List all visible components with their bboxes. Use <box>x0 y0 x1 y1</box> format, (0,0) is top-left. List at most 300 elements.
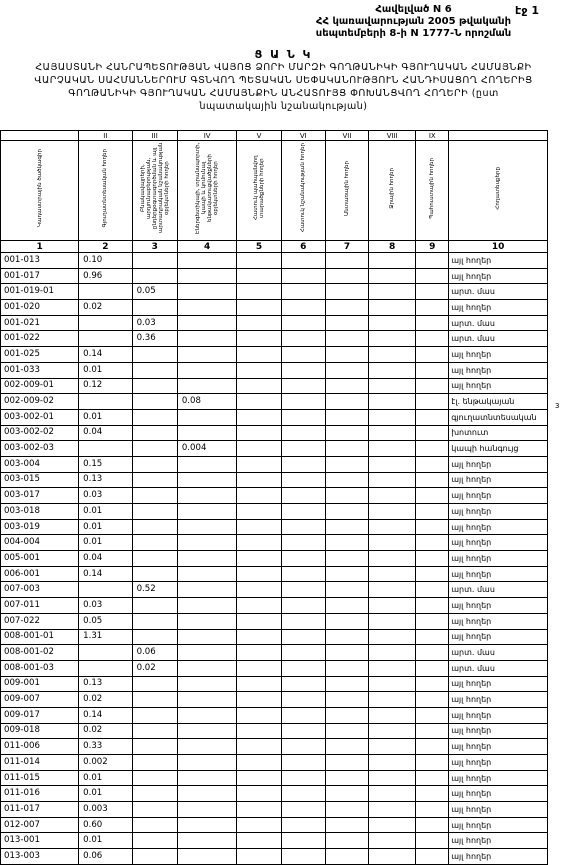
table-row <box>1 331 548 347</box>
reserve-land-cell <box>416 315 449 331</box>
land-type-cell: այլ հողեր <box>449 378 548 394</box>
column-number: 6 <box>281 241 325 253</box>
land-type-cell: այլ հողեր <box>449 613 548 629</box>
page-number: էջ 1 <box>515 4 539 17</box>
reserve-land-cell <box>416 692 449 708</box>
column-number: 8 <box>369 241 416 253</box>
special-purpose-cell <box>281 566 325 582</box>
cadastral-code-cell: 011-014 <box>1 755 79 771</box>
cadastral-code-cell: 003-019 <box>1 519 79 535</box>
special-purpose-cell <box>281 378 325 394</box>
special-purpose-cell <box>281 362 325 378</box>
settlement-industrial-land-cell <box>132 300 177 316</box>
forest-land-cell <box>325 833 368 849</box>
forest-land-cell <box>325 362 368 378</box>
agricultural-land-cell: 0.01 <box>79 535 132 551</box>
special-purpose-cell <box>281 849 325 865</box>
land-type-cell: այլ հողեր <box>449 849 548 865</box>
special-purpose-cell <box>281 770 325 786</box>
title-line-1: ՀԱՅԱՍՏԱՆԻ ՀԱՆՐԱՊԵՏՈՒԹՅԱՆ ՎԱՅՈՑ ՁՈՐԻ ՄԱՐԶԻ ԳՈՂԹԱՆԻԿԻ ԳՅՈՒՂԱԿԱՆ ՀԱՄԱՅՆՔԻ <box>35 62 532 73</box>
special-purpose-cell <box>281 394 325 410</box>
column-number: 1 <box>1 241 79 253</box>
settlement-industrial-land-cell <box>132 833 177 849</box>
protected-area-cell <box>237 284 281 300</box>
energy-transport-land-cell <box>177 535 237 551</box>
land-table <box>0 130 548 865</box>
reserve-land-cell <box>416 770 449 786</box>
reserve-land-cell <box>416 425 449 441</box>
reserve-land-cell <box>416 472 449 488</box>
cadastral-code-cell: 001-033 <box>1 362 79 378</box>
land-type-cell: այլ հողեր <box>449 347 548 363</box>
special-purpose-cell <box>281 551 325 567</box>
column-header-row <box>1 141 548 241</box>
reserve-land-cell <box>416 802 449 818</box>
water-land-cell <box>369 441 416 457</box>
table-row <box>1 347 548 363</box>
land-type-cell: այլ հողեր <box>449 488 548 504</box>
table-row <box>1 472 548 488</box>
water-land-cell <box>369 504 416 520</box>
reserve-land-cell <box>416 378 449 394</box>
reserve-land-cell <box>416 739 449 755</box>
land-type-cell: այլ հողեր <box>449 519 548 535</box>
protected-area-cell <box>237 676 281 692</box>
settlement-industrial-land-cell <box>132 770 177 786</box>
settlement-industrial-land-cell <box>132 692 177 708</box>
agricultural-land-cell: 0.04 <box>79 425 132 441</box>
reserve-land-cell <box>416 833 449 849</box>
settlement-industrial-land-cell <box>132 394 177 410</box>
special-purpose-cell <box>281 817 325 833</box>
settlement-industrial-land-cell <box>132 472 177 488</box>
settlement-industrial-land-cell <box>132 519 177 535</box>
land-type-cell: այլ հողեր <box>449 755 548 771</box>
forest-land-cell <box>325 849 368 865</box>
water-land-cell <box>369 566 416 582</box>
protected-area-cell <box>237 770 281 786</box>
special-purpose-cell <box>281 253 325 269</box>
agricultural-land-cell: 0.05 <box>79 613 132 629</box>
energy-transport-land-cell <box>177 409 237 425</box>
energy-transport-land-cell <box>177 755 237 771</box>
agricultural-land-cell <box>79 331 132 347</box>
forest-land-cell <box>325 504 368 520</box>
energy-transport-land-cell <box>177 645 237 661</box>
table-row <box>1 849 548 865</box>
water-land-cell <box>369 409 416 425</box>
water-land-cell <box>369 535 416 551</box>
table-row <box>1 409 548 425</box>
special-purpose-cell <box>281 456 325 472</box>
table-row <box>1 598 548 614</box>
land-type-cell: այլ հողեր <box>449 456 548 472</box>
agricultural-land-cell: 0.60 <box>79 817 132 833</box>
energy-transport-land-cell <box>177 770 237 786</box>
reserve-land-cell <box>416 519 449 535</box>
table-row <box>1 284 548 300</box>
forest-land-cell <box>325 519 368 535</box>
water-land-cell <box>369 551 416 567</box>
forest-land-cell <box>325 629 368 645</box>
water-land-cell <box>369 739 416 755</box>
reserve-land-cell <box>416 707 449 723</box>
special-purpose-cell <box>281 707 325 723</box>
forest-land-cell <box>325 582 368 598</box>
special-purpose-cell <box>281 535 325 551</box>
forest-land-cell <box>325 441 368 457</box>
column-header: Պահուստային հողեր <box>416 141 449 241</box>
protected-area-cell <box>237 707 281 723</box>
table-row <box>1 253 548 269</box>
forest-land-cell <box>325 268 368 284</box>
appendix-header <box>0 4 567 40</box>
water-land-cell <box>369 660 416 676</box>
column-header: Հատուկ նշանակության հողեր <box>281 141 325 241</box>
protected-area-cell <box>237 739 281 755</box>
agricultural-land-cell: 0.04 <box>79 551 132 567</box>
appendix-line-2: ՀՀ կառավարության 2005 թվականի <box>315 16 512 27</box>
table-row <box>1 378 548 394</box>
energy-transport-land-cell <box>177 739 237 755</box>
land-type-cell: այլ հողեր <box>449 802 548 818</box>
settlement-industrial-land-cell <box>132 362 177 378</box>
water-land-cell <box>369 613 416 629</box>
cadastral-code-cell: 003-017 <box>1 488 79 504</box>
column-number: 9 <box>416 241 449 253</box>
agricultural-land-cell: 0.14 <box>79 347 132 363</box>
agricultural-land-cell: 0.002 <box>79 755 132 771</box>
water-land-cell <box>369 770 416 786</box>
roman-header: II <box>79 131 132 141</box>
settlement-industrial-land-cell <box>132 488 177 504</box>
reserve-land-cell <box>416 786 449 802</box>
water-land-cell <box>369 425 416 441</box>
reserve-land-cell <box>416 456 449 472</box>
energy-transport-land-cell <box>177 472 237 488</box>
agricultural-land-cell: 0.10 <box>79 253 132 269</box>
land-type-cell: այլ հողեր <box>449 817 548 833</box>
cadastral-code-cell: 003-002-03 <box>1 441 79 457</box>
settlement-industrial-land-cell <box>132 849 177 865</box>
protected-area-cell <box>237 300 281 316</box>
cadastral-code-cell: 003-004 <box>1 456 79 472</box>
land-type-cell: խոտուտ <box>449 425 548 441</box>
special-purpose-cell <box>281 504 325 520</box>
settlement-industrial-land-cell <box>132 378 177 394</box>
appendix-line-3: սեպտեմբերի 8-ի N 1777-Ն որոշման <box>315 28 512 39</box>
protected-area-cell <box>237 833 281 849</box>
cadastral-code-cell: 009-018 <box>1 723 79 739</box>
settlement-industrial-land-cell: 0.05 <box>132 284 177 300</box>
forest-land-cell <box>325 707 368 723</box>
table-row <box>1 676 548 692</box>
table-row <box>1 488 548 504</box>
water-land-cell <box>369 692 416 708</box>
land-type-cell: այլ հողեր <box>449 707 548 723</box>
forest-land-cell <box>325 598 368 614</box>
reserve-land-cell <box>416 488 449 504</box>
protected-area-cell <box>237 504 281 520</box>
land-type-cell: կապի հանգույց <box>449 441 548 457</box>
reserve-land-cell <box>416 613 449 629</box>
column-number: 4 <box>177 241 237 253</box>
column-header: Ջրային հողեր <box>369 141 416 241</box>
settlement-industrial-land-cell <box>132 739 177 755</box>
roman-header: III <box>132 131 177 141</box>
cadastral-code-cell: 008-001-03 <box>1 660 79 676</box>
water-land-cell <box>369 456 416 472</box>
settlement-industrial-land-cell: 0.06 <box>132 645 177 661</box>
table-row <box>1 315 548 331</box>
special-purpose-cell <box>281 300 325 316</box>
protected-area-cell <box>237 786 281 802</box>
water-land-cell <box>369 362 416 378</box>
table-row <box>1 645 548 661</box>
cadastral-code-cell: 011-015 <box>1 770 79 786</box>
special-purpose-cell <box>281 315 325 331</box>
energy-transport-land-cell <box>177 253 237 269</box>
protected-area-cell <box>237 456 281 472</box>
water-land-cell <box>369 315 416 331</box>
cadastral-code-cell: 011-017 <box>1 802 79 818</box>
settlement-industrial-land-cell: 0.02 <box>132 660 177 676</box>
settlement-industrial-land-cell <box>132 629 177 645</box>
forest-land-cell <box>325 817 368 833</box>
agricultural-land-cell: 0.03 <box>79 598 132 614</box>
title-line-4: նպատակային նշանակության) <box>199 101 368 112</box>
margin-mark: 3 <box>555 402 560 410</box>
table-row <box>1 707 548 723</box>
reserve-land-cell <box>416 284 449 300</box>
water-land-cell <box>369 268 416 284</box>
energy-transport-land-cell <box>177 707 237 723</box>
cadastral-code-cell: 003-015 <box>1 472 79 488</box>
forest-land-cell <box>325 315 368 331</box>
reserve-land-cell <box>416 253 449 269</box>
special-purpose-cell <box>281 629 325 645</box>
reserve-land-cell <box>416 347 449 363</box>
agricultural-land-cell: 0.33 <box>79 739 132 755</box>
forest-land-cell <box>325 551 368 567</box>
water-land-cell <box>369 755 416 771</box>
agricultural-land-cell: 0.003 <box>79 802 132 818</box>
protected-area-cell <box>237 535 281 551</box>
forest-land-cell <box>325 692 368 708</box>
settlement-industrial-land-cell <box>132 456 177 472</box>
forest-land-cell <box>325 676 368 692</box>
reserve-land-cell <box>416 300 449 316</box>
forest-land-cell <box>325 284 368 300</box>
agricultural-land-cell: 0.13 <box>79 676 132 692</box>
settlement-industrial-land-cell <box>132 566 177 582</box>
settlement-industrial-land-cell <box>132 535 177 551</box>
reserve-land-cell <box>416 551 449 567</box>
agricultural-land-cell <box>79 441 132 457</box>
title-line-3: ԳՈՂԹԱՆԻԿԻ ԳՅՈՒՂԱԿԱՆ ՀԱՄԱՅՆՔԻՆ ԱՆՀԱՏՈՒՅՑ ՓՈԽԱՆՑՎՈՂ ՀՈՂԵՐԻ (ըստ <box>68 88 499 99</box>
land-type-cell: այլ հողեր <box>449 268 548 284</box>
forest-land-cell <box>325 755 368 771</box>
agricultural-land-cell: 0.06 <box>79 849 132 865</box>
agricultural-land-cell <box>79 315 132 331</box>
water-land-cell <box>369 849 416 865</box>
energy-transport-land-cell <box>177 331 237 347</box>
reserve-land-cell <box>416 441 449 457</box>
settlement-industrial-land-cell <box>132 551 177 567</box>
energy-transport-land-cell <box>177 582 237 598</box>
cadastral-code-cell: 009-007 <box>1 692 79 708</box>
roman-header <box>1 131 79 141</box>
cadastral-code-cell: 003-018 <box>1 504 79 520</box>
energy-transport-land-cell <box>177 613 237 629</box>
column-header: Անտառային հողեր <box>325 141 368 241</box>
column-number: 3 <box>132 241 177 253</box>
forest-land-cell <box>325 425 368 441</box>
cadastral-code-cell: 001-017 <box>1 268 79 284</box>
settlement-industrial-land-cell <box>132 707 177 723</box>
energy-transport-land-cell <box>177 315 237 331</box>
land-type-cell: այլ հողեր <box>449 300 548 316</box>
water-land-cell <box>369 284 416 300</box>
forest-land-cell <box>325 253 368 269</box>
protected-area-cell <box>237 817 281 833</box>
protected-area-cell <box>237 723 281 739</box>
roman-header: IX <box>416 131 449 141</box>
agricultural-land-cell: 0.02 <box>79 723 132 739</box>
special-purpose-cell <box>281 676 325 692</box>
special-purpose-cell <box>281 660 325 676</box>
table-row <box>1 551 548 567</box>
reserve-land-cell <box>416 723 449 739</box>
agricultural-land-cell <box>79 394 132 410</box>
forest-land-cell <box>325 331 368 347</box>
protected-area-cell <box>237 629 281 645</box>
water-land-cell <box>369 347 416 363</box>
table-row <box>1 425 548 441</box>
water-land-cell <box>369 802 416 818</box>
settlement-industrial-land-cell <box>132 253 177 269</box>
land-type-cell: այլ հողեր <box>449 629 548 645</box>
energy-transport-land-cell: 0.004 <box>177 441 237 457</box>
settlement-industrial-land-cell <box>132 598 177 614</box>
protected-area-cell <box>237 660 281 676</box>
settlement-industrial-land-cell <box>132 441 177 457</box>
table-row <box>1 833 548 849</box>
protected-area-cell <box>237 472 281 488</box>
protected-area-cell <box>237 645 281 661</box>
reserve-land-cell <box>416 660 449 676</box>
appendix-line-1: Հավելված N 6 <box>375 4 452 15</box>
special-purpose-cell <box>281 833 325 849</box>
agricultural-land-cell: 0.14 <box>79 707 132 723</box>
forest-land-cell <box>325 566 368 582</box>
agricultural-land-cell <box>79 645 132 661</box>
land-type-cell: արտ. մաս <box>449 582 548 598</box>
cadastral-code-cell: 007-022 <box>1 613 79 629</box>
cadastral-code-cell: 003-002-01 <box>1 409 79 425</box>
forest-land-cell <box>325 472 368 488</box>
reserve-land-cell <box>416 394 449 410</box>
special-purpose-cell <box>281 786 325 802</box>
settlement-industrial-land-cell <box>132 802 177 818</box>
reserve-land-cell <box>416 504 449 520</box>
land-type-cell: արտ. մաս <box>449 645 548 661</box>
settlement-industrial-land-cell: 0.36 <box>132 331 177 347</box>
agricultural-land-cell: 0.01 <box>79 786 132 802</box>
special-purpose-cell <box>281 755 325 771</box>
protected-area-cell <box>237 613 281 629</box>
table-row <box>1 456 548 472</box>
land-type-cell: այլ հողեր <box>449 253 548 269</box>
water-land-cell <box>369 833 416 849</box>
land-type-cell: այլ հողեր <box>449 566 548 582</box>
water-land-cell <box>369 582 416 598</box>
agricultural-land-cell: 0.01 <box>79 504 132 520</box>
protected-area-cell <box>237 268 281 284</box>
column-number-row <box>1 241 548 253</box>
special-purpose-cell <box>281 331 325 347</box>
forest-land-cell <box>325 739 368 755</box>
forest-land-cell <box>325 613 368 629</box>
energy-transport-land-cell <box>177 660 237 676</box>
energy-transport-land-cell <box>177 268 237 284</box>
land-type-cell: այլ հողեր <box>449 504 548 520</box>
settlement-industrial-land-cell <box>132 347 177 363</box>
special-purpose-cell <box>281 284 325 300</box>
forest-land-cell <box>325 378 368 394</box>
reserve-land-cell <box>416 817 449 833</box>
settlement-industrial-land-cell <box>132 817 177 833</box>
settlement-industrial-land-cell: 0.52 <box>132 582 177 598</box>
energy-transport-land-cell: 0.08 <box>177 394 237 410</box>
roman-header <box>449 131 548 141</box>
land-type-cell: արտ. մաս <box>449 331 548 347</box>
agricultural-land-cell: 0.12 <box>79 378 132 394</box>
special-purpose-cell <box>281 598 325 614</box>
document-title <box>0 48 567 113</box>
energy-transport-land-cell <box>177 817 237 833</box>
protected-area-cell <box>237 566 281 582</box>
roman-header: VI <box>281 131 325 141</box>
column-header: Գյուղատնտեսական հողեր <box>79 141 132 241</box>
energy-transport-land-cell <box>177 504 237 520</box>
forest-land-cell <box>325 535 368 551</box>
special-purpose-cell <box>281 425 325 441</box>
column-header: Էներգետիկայի, տրանսպորտի, կապի և կոմունալ ենթակառուցվածքների օբյեկտների հողեր <box>177 141 237 241</box>
table-row <box>1 582 548 598</box>
land-type-cell: այլ հողեր <box>449 535 548 551</box>
agricultural-land-cell: 0.96 <box>79 268 132 284</box>
reserve-land-cell <box>416 535 449 551</box>
water-land-cell <box>369 472 416 488</box>
cadastral-code-cell: 011-006 <box>1 739 79 755</box>
land-type-cell: գյուղատնտեսական <box>449 409 548 425</box>
energy-transport-land-cell <box>177 566 237 582</box>
energy-transport-land-cell <box>177 629 237 645</box>
table-row <box>1 723 548 739</box>
special-purpose-cell <box>281 802 325 818</box>
cadastral-code-cell: 012-007 <box>1 817 79 833</box>
water-land-cell <box>369 300 416 316</box>
cadastral-code-cell: 001-021 <box>1 315 79 331</box>
water-land-cell <box>369 817 416 833</box>
table-row <box>1 519 548 535</box>
water-land-cell <box>369 488 416 504</box>
table-row <box>1 613 548 629</box>
energy-transport-land-cell <box>177 378 237 394</box>
cadastral-code-cell: 004-004 <box>1 535 79 551</box>
land-type-cell: այլ հողեր <box>449 786 548 802</box>
